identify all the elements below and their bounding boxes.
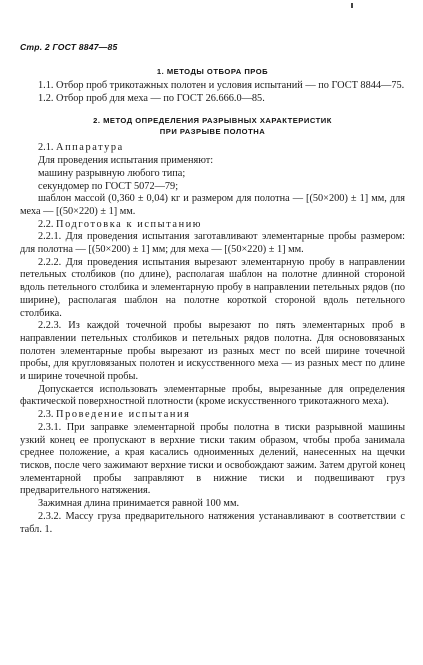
section-1-title: 1. МЕТОДЫ ОТБОРА ПРОБ <box>156 67 269 76</box>
list-item-2-1-2: секундомер по ГОСТ 5072—79; <box>38 180 179 192</box>
paragraph-2-2-3: 2.2.3. Из каждой точечной пробы вырезают по пять элементарных проб в направлении петельных столбиков и петельных рядов полотна. Для основовязаных полотен элементарные пробы вырезают из разных мест по всей ширине точечной пробы, для кругловязаных полотен и искусственного меха — из разных мест по длине и ширине точечной пробы. <box>20 320 405 383</box>
subsection-2-3-number: 2.3. <box>38 409 54 421</box>
section-2-title <box>20 115 405 137</box>
paragraph-2-3-2: 2.3.2. Массу груза предварительного натяжения устанавливают в соответствии с табл. 1. <box>20 510 405 535</box>
section-2-title-line-2: ПРИ РАЗРЫВЕ ПОЛОТНА <box>159 127 266 137</box>
subsection-2-1-number: 2.1. <box>38 142 54 154</box>
subsection-2-2-number: 2.2. <box>38 218 54 230</box>
list-item-2-1-1: машину разрывную любого типа; <box>38 167 186 179</box>
paragraph-2-3-1: 2.3.1. При заправке элементарной пробы полотна в тиски разрывной машины узкий конец ее пропускают в верхние тиски таким образом, чтобы проба занимала среднее положение, а края касались одноименных делений, нанесенных на щечки тисков, после чего зажимают верхние тиски и освобождают зажим. Затем другой конец элементарной пробы заправляют в нижние тиски и подвешивают груз предварительного натяжения. <box>20 421 405 497</box>
paragraph-1-2: 1.2. Отбор проб для меха — по ГОСТ 26.666.0—85. <box>38 92 265 104</box>
paragraph-2-3-1b: Зажимная длина принимается равной 100 мм. <box>38 498 240 510</box>
document-body <box>20 66 405 536</box>
subsection-2-2-title: Подготовка к испытанию <box>56 218 203 230</box>
running-header: Стр. 2 ГОСТ 8847—85 <box>20 42 118 52</box>
paragraph-2-1-intro: Для проведения испытания применяют: <box>38 155 214 167</box>
paragraph-2-2-4: Допускается использовать элементарные пробы, вырезанные для определения фактической поверхностной плотности (кроме искусственного трикотажного меха). <box>20 383 405 408</box>
paragraph-1-1: 1.1. Отбор проб трикотажных полотен и условия испытаний — по ГОСТ 8844—75. <box>38 80 405 91</box>
subsection-2-1-heading <box>20 142 405 155</box>
list-item-2-1-3: шаблон массой (0,360 ± 0,04) кг и размером для полотна — [(50×200) ± 1] мм, для меха — [(50×220) ± 1] мм. <box>20 193 405 217</box>
subsection-2-3-heading <box>20 409 405 422</box>
subsection-2-1-title: Аппаратура <box>56 142 124 154</box>
paragraph-2-2-2: 2.2.2. Для проведения испытания вырезают элементарную пробу в направлении петельных столбиков (по длине), располагая шаблон на полотне длинной стороной вдоль петельного столбика и элементарную пробу в направлении петельных рядов (по ширине), располагая шаблон на полотне короткой стороной вдоль петельного столбика. <box>20 256 405 319</box>
subsection-2-2-heading <box>20 219 405 232</box>
scan-mark <box>351 3 353 8</box>
section-2-title-line-1: 2. МЕТОД ОПРЕДЕЛЕНИЯ РАЗРЫВНЫХ ХАРАКТЕРИСТИК <box>93 116 332 126</box>
paragraph-2-2-1: 2.2.1. Для проведения испытания заготавливают элементарные пробы размером: для полотна — [(50×200) ± 1] мм; для меха — [(50×220) ± 1] мм. <box>20 231 405 256</box>
subsection-2-3-title: Проведение испытания <box>56 409 191 421</box>
